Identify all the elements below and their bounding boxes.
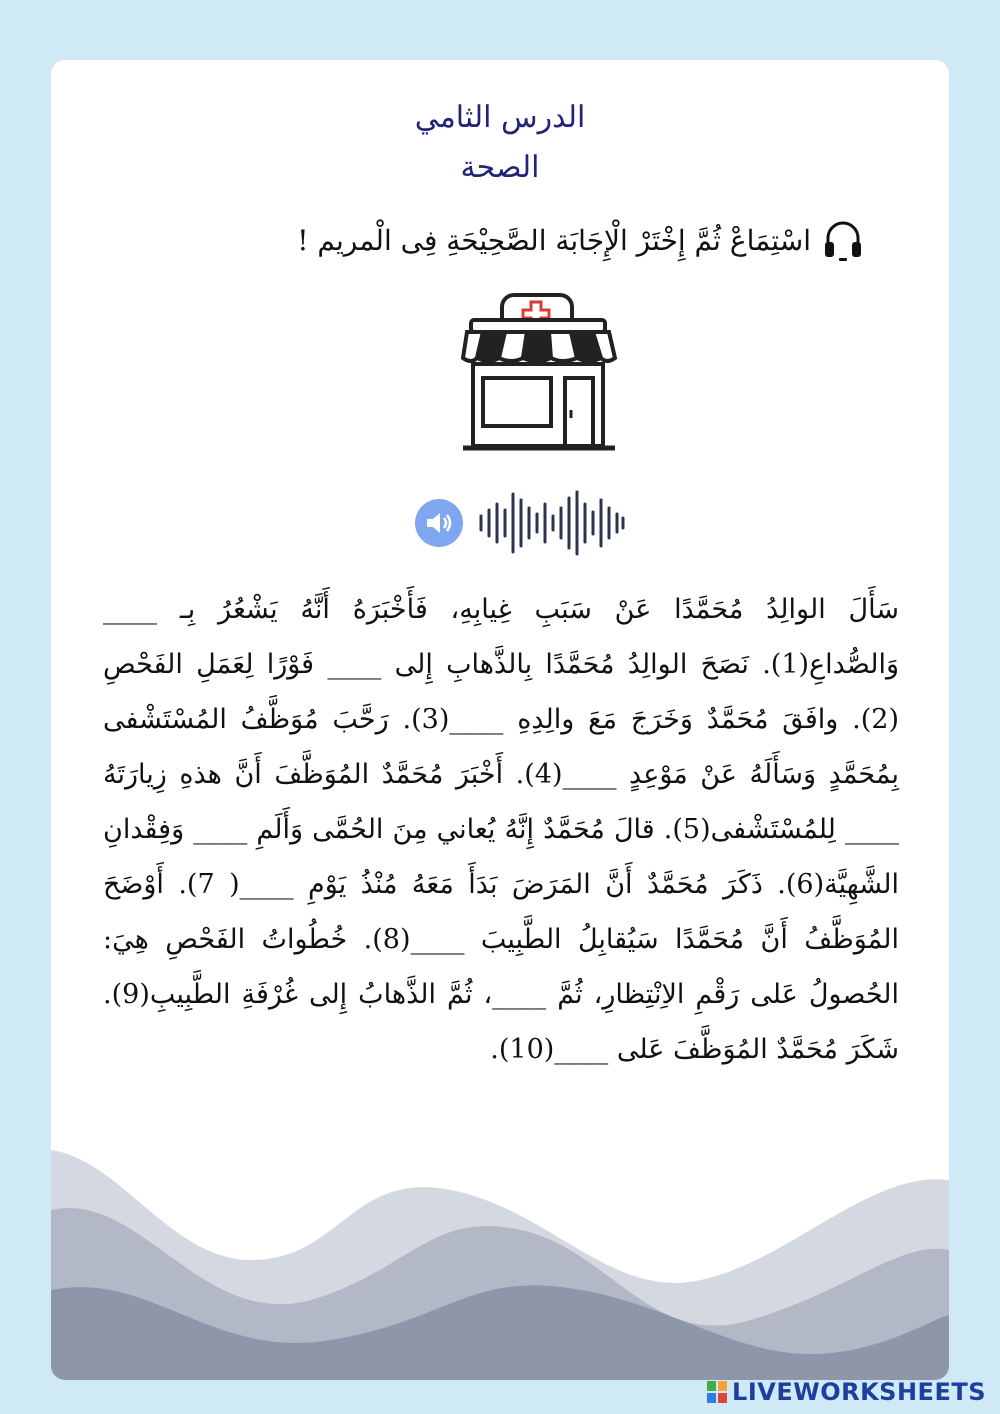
speaker-icon (425, 511, 453, 535)
liveworksheets-logo[interactable] (706, 1378, 986, 1406)
liveworksheets-icon (706, 1380, 728, 1404)
instruction (297, 218, 863, 262)
audio-player (415, 490, 627, 556)
decorative-waves (51, 1150, 949, 1380)
play-audio-button[interactable] (415, 499, 463, 547)
lesson-subtitle: الصحة (460, 150, 540, 185)
sound-wave-icon (477, 490, 627, 556)
worksheet (51, 60, 949, 1380)
brand-text: LIVEWORKSHEETS (732, 1378, 986, 1406)
reading-passage: سَأَلَ الوالِدُ مُحَمَّدًا عَنْ سَبَبِ غِيابِهِ، فَأَخْبَرَهُ أَنَّهُ يَشْعُرُ بِـ ____ وَالصُّداعِ(1). نَصَحَ الوالِدُ مُحَمَّدًا بِالذَّهابِ إِلى ____ فَوْرًا لِعَمَلِ الفَحْصِ (2). وافَقَ مُحَمَّدٌ وَخَرَجَ مَعَ والِدِهِ ____(3). رَحَّبَ مُوَظَّفُ المُسْتَشْفى بِمُحَمَّدٍ وَسَأَلَهُ عَنْ مَوْعِدٍ ____(4). أَخْبَرَ مُحَمَّدٌ المُوَظَّفَ أَنَّ هذهِ زِيارَتَهُ ____ لِلمُسْتَشْفى(5). قالَ مُحَمَّدٌ إِنَّهُ يُعاني مِنَ الحُمَّى وَأَلَمِ ____ وَفِقْدانِ الشَّهِيَّة(6). ذَكَرَ مُحَمَّدٌ أَنَّ المَرَضَ بَدَأَ مَعَهُ مُنْذُ يَوْمِ ____( 7). أَوْضَحَ المُوَظَّفُ أَنَّ مُحَمَّدًا سَيُقابِلُ الطَّبِيبَ ____(8). خُطُواتُ الفَحْصِ هِيَ: الحُصولُ عَلى رَقْمِ الاِنْتِظارِ، ثُمَّ ____، ثُمَّ الذَّهابُ إِلى غُرْفَةِ الطَّبِيبِ(9). شَكَرَ مُحَمَّدٌ المُوَظَّفَ عَلى ____(10). (103, 594, 900, 1065)
clinic-icon (459, 292, 619, 462)
headphones-icon[interactable] (823, 218, 863, 262)
lesson-title: الدرس الثامي (414, 100, 586, 135)
instruction-text: اسْتِمَاعْ ثُمَّ إِخْتَرْ الْإِجَابَة الصَّحِيْحَةِ فِى الْمريم ! (297, 223, 811, 257)
